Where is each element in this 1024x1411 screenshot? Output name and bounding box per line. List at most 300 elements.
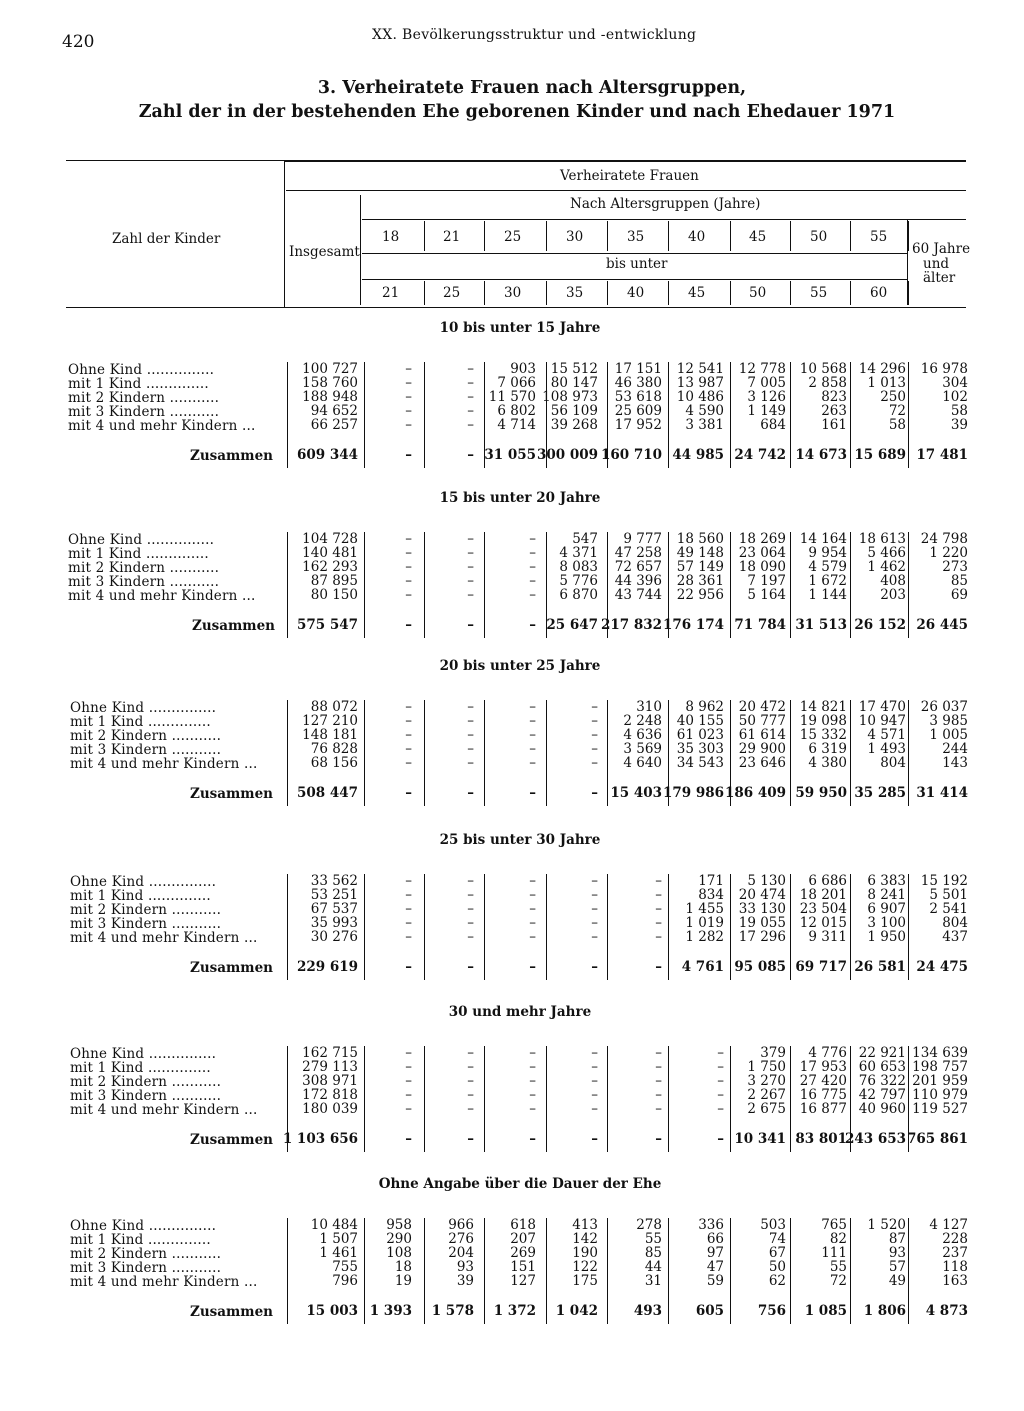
- age-col-divider: [908, 221, 909, 251]
- age-col-divider: [424, 281, 425, 305]
- total-cell: 765 861: [906, 1131, 968, 1147]
- row-label: mit 2 Kindern ...........: [70, 728, 222, 744]
- total-cell: 575 547: [296, 617, 358, 633]
- total-cell: –: [529, 785, 536, 801]
- data-cell: 6 907: [867, 901, 906, 917]
- data-cell: 127 210: [302, 713, 358, 729]
- data-cell: 93: [456, 1259, 474, 1275]
- data-cell: 4 371: [559, 545, 598, 561]
- row-label: mit 1 Kind ..............: [70, 888, 211, 904]
- data-cell: 29 900: [738, 741, 786, 757]
- data-cell: 6 802: [497, 403, 536, 419]
- data-cell: 162 293: [302, 559, 358, 575]
- data-cell: 1 144: [808, 587, 847, 603]
- total-cell: –: [467, 959, 474, 975]
- data-cell: 69: [950, 587, 968, 603]
- data-cell: –: [405, 915, 412, 931]
- data-cell: –: [467, 389, 474, 405]
- data-cell: 49: [888, 1273, 906, 1289]
- data-cell: 4 571: [867, 727, 906, 743]
- section-title: 30 und mehr Jahre: [448, 1004, 592, 1020]
- data-cell: –: [467, 929, 474, 945]
- total-cell: 1 578: [431, 1303, 474, 1319]
- data-cell: 269: [510, 1245, 536, 1261]
- data-cell: –: [405, 531, 412, 547]
- data-cell: –: [405, 887, 412, 903]
- data-cell: –: [405, 699, 412, 715]
- rule-bis: [362, 279, 908, 280]
- data-cell: –: [405, 727, 412, 743]
- last-col-line-3: älter: [923, 270, 956, 286]
- data-cell: –: [591, 713, 598, 729]
- stub-divider: [284, 160, 285, 308]
- data-cell: –: [467, 417, 474, 433]
- data-cell: 4 590: [685, 403, 724, 419]
- data-cell: –: [529, 531, 536, 547]
- row-label: mit 2 Kindern ...........: [70, 902, 222, 918]
- data-cell: 27 420: [799, 1073, 847, 1089]
- data-cell: 1 455: [685, 901, 724, 917]
- data-cell: 82: [829, 1231, 847, 1247]
- total-cell: –: [717, 1131, 724, 1147]
- age-from-cell: 35: [627, 229, 645, 245]
- data-cell: 6 319: [808, 741, 847, 757]
- data-cell: 5 776: [559, 573, 598, 589]
- data-cell: 44 396: [614, 573, 662, 589]
- total-cell: 31 055: [484, 447, 536, 463]
- data-cell: 5 466: [867, 545, 906, 561]
- total-cell: 1 085: [804, 1303, 847, 1319]
- data-cell: 163: [942, 1273, 968, 1289]
- data-cell: 67 537: [310, 901, 358, 917]
- data-cell: –: [529, 1087, 536, 1103]
- data-cell: 66: [706, 1231, 724, 1247]
- data-cell: 5 164: [747, 587, 786, 603]
- data-cell: –: [467, 713, 474, 729]
- data-cell: 4 776: [808, 1045, 847, 1061]
- row-label: mit 2 Kindern ...........: [68, 390, 220, 406]
- row-label: mit 2 Kindern ...........: [70, 1246, 222, 1262]
- data-cell: –: [405, 389, 412, 405]
- data-cell: –: [655, 1059, 662, 1075]
- total-cell: –: [405, 959, 412, 975]
- data-cell: 10 484: [310, 1217, 358, 1233]
- age-from-cell: 45: [749, 229, 767, 245]
- row-label: mit 1 Kind ..............: [68, 546, 209, 562]
- total-cell: –: [591, 785, 598, 801]
- data-cell: 72: [888, 403, 906, 419]
- data-cell: 151: [510, 1259, 536, 1275]
- data-cell: 16 775: [799, 1087, 847, 1103]
- data-cell: 1 750: [747, 1059, 786, 1075]
- data-cell: 190: [572, 1245, 598, 1261]
- data-cell: 8 083: [559, 559, 598, 575]
- data-cell: –: [467, 727, 474, 743]
- data-cell: 3 270: [747, 1073, 786, 1089]
- age-from-cell: 50: [810, 229, 828, 245]
- data-cell: 17 952: [614, 417, 662, 433]
- data-cell: 56 109: [550, 403, 598, 419]
- total-cell: –: [405, 785, 412, 801]
- data-cell: 17 470: [858, 699, 906, 715]
- data-cell: 618: [510, 1217, 536, 1233]
- data-cell: 22 956: [676, 587, 724, 603]
- stub-header: Zahl der Kinder: [112, 231, 221, 247]
- total-divider: [360, 195, 361, 305]
- total-cell: 31 414: [916, 785, 968, 801]
- data-cell: 87 895: [310, 573, 358, 589]
- total-cell: 15 403: [610, 785, 662, 801]
- data-cell: 58: [950, 403, 968, 419]
- age-from-cell: 55: [870, 229, 888, 245]
- age-from-cell: 25: [504, 229, 522, 245]
- data-cell: 6 870: [559, 587, 598, 603]
- data-cell: 61 023: [676, 727, 724, 743]
- row-label: mit 3 Kindern ...........: [70, 916, 222, 932]
- data-cell: 13 987: [676, 375, 724, 391]
- data-cell: 263: [821, 403, 847, 419]
- age-col-divider: [607, 221, 608, 251]
- data-cell: 60 653: [858, 1059, 906, 1075]
- age-from-cell: 18: [382, 229, 400, 245]
- data-cell: –: [591, 873, 598, 889]
- data-cell: 23 064: [738, 545, 786, 561]
- data-cell: 7 197: [747, 573, 786, 589]
- data-cell: –: [591, 887, 598, 903]
- data-cell: –: [405, 1087, 412, 1103]
- data-cell: 40 960: [858, 1101, 906, 1117]
- data-cell: 4 579: [808, 559, 847, 575]
- data-cell: 278: [636, 1217, 662, 1233]
- data-cell: –: [591, 727, 598, 743]
- age-to-cell: 25: [443, 285, 461, 301]
- data-cell: –: [529, 559, 536, 575]
- data-cell: 1 005: [929, 727, 968, 743]
- total-cell: 83 801: [795, 1131, 847, 1147]
- data-cell: 148 181: [302, 727, 358, 743]
- data-cell: 39: [950, 417, 968, 433]
- age-col-divider: [668, 281, 669, 305]
- data-cell: 134 639: [912, 1045, 968, 1061]
- data-cell: 804: [880, 755, 906, 771]
- data-cell: 18 613: [858, 531, 906, 547]
- data-cell: –: [467, 559, 474, 575]
- data-cell: 93: [888, 1245, 906, 1261]
- age-col-divider: [546, 221, 547, 251]
- data-cell: 1 220: [929, 545, 968, 561]
- total-cell: 24 475: [916, 959, 968, 975]
- data-cell: 279 113: [302, 1059, 358, 1075]
- data-cell: 310: [636, 699, 662, 715]
- total-cell: 26 581: [854, 959, 906, 975]
- row-label: mit 3 Kindern ...........: [70, 1260, 222, 1276]
- subgroup-header: Nach Altersgruppen (Jahre): [570, 196, 761, 212]
- data-cell: 3 569: [623, 741, 662, 757]
- data-cell: –: [405, 587, 412, 603]
- total-cell: 15 689: [854, 447, 906, 463]
- row-label: Ohne Kind ...............: [70, 1046, 217, 1062]
- data-cell: –: [655, 901, 662, 917]
- total-cell: 95 085: [734, 959, 786, 975]
- data-cell: –: [405, 929, 412, 945]
- age-col-divider: [790, 221, 791, 251]
- data-cell: 413: [572, 1217, 598, 1233]
- data-cell: 118: [942, 1259, 968, 1275]
- data-cell: 6 686: [808, 873, 847, 889]
- age-col-divider: [424, 221, 425, 251]
- data-cell: 204: [448, 1245, 474, 1261]
- data-cell: 903: [510, 361, 536, 377]
- data-cell: 408: [880, 573, 906, 589]
- data-cell: 15 512: [550, 361, 598, 377]
- total-cell: –: [405, 1131, 412, 1147]
- data-cell: 80 150: [310, 587, 358, 603]
- data-cell: –: [467, 531, 474, 547]
- total-cell: 1 372: [493, 1303, 536, 1319]
- data-cell: 4 380: [808, 755, 847, 771]
- data-cell: 834: [698, 887, 724, 903]
- data-cell: –: [467, 699, 474, 715]
- data-cell: 755: [332, 1259, 358, 1275]
- data-cell: 7 066: [497, 375, 536, 391]
- data-cell: –: [467, 1045, 474, 1061]
- data-cell: 31: [644, 1273, 662, 1289]
- total-cell: –: [405, 447, 412, 463]
- page-number: 420: [62, 32, 95, 52]
- data-cell: 16 877: [799, 1101, 847, 1117]
- data-cell: 3 126: [747, 389, 786, 405]
- age-from-cell: 21: [443, 229, 461, 245]
- data-cell: 102: [942, 389, 968, 405]
- age-to-cell: 55: [810, 285, 828, 301]
- data-cell: 35 993: [310, 915, 358, 931]
- data-cell: 58: [888, 417, 906, 433]
- data-cell: 42 797: [858, 1087, 906, 1103]
- data-cell: –: [405, 361, 412, 377]
- data-cell: 4 714: [497, 417, 536, 433]
- data-cell: 122: [572, 1259, 598, 1275]
- data-cell: 1 149: [747, 403, 786, 419]
- data-cell: 1 672: [808, 573, 847, 589]
- row-label: Ohne Kind ...............: [70, 874, 217, 890]
- total-cell: 15 003: [306, 1303, 358, 1319]
- age-col-divider: [546, 281, 547, 305]
- data-cell: 207: [510, 1231, 536, 1247]
- data-cell: –: [655, 1101, 662, 1117]
- data-cell: 290: [386, 1231, 412, 1247]
- age-to-cell: 35: [566, 285, 584, 301]
- data-cell: –: [467, 1087, 474, 1103]
- data-cell: 61 614: [738, 727, 786, 743]
- data-cell: –: [655, 929, 662, 945]
- data-cell: –: [405, 559, 412, 575]
- data-cell: 20 474: [738, 887, 786, 903]
- row-label: mit 1 Kind ..............: [70, 1060, 211, 1076]
- data-cell: 88 072: [310, 699, 358, 715]
- data-cell: 684: [760, 417, 786, 433]
- data-cell: 4 640: [623, 755, 662, 771]
- data-cell: 80 147: [550, 375, 598, 391]
- data-cell: 172 818: [302, 1087, 358, 1103]
- section-title: 25 bis unter 30 Jahre: [439, 832, 601, 848]
- data-cell: 2 675: [747, 1101, 786, 1117]
- data-cell: 3 100: [867, 915, 906, 931]
- data-cell: 1 282: [685, 929, 724, 945]
- row-label: mit 2 Kindern ...........: [70, 1074, 222, 1090]
- data-cell: 7 005: [747, 375, 786, 391]
- row-label: Ohne Kind ...............: [68, 532, 215, 548]
- total-cell: 26 445: [916, 617, 968, 633]
- age-col-divider: [850, 281, 851, 305]
- data-cell: –: [405, 741, 412, 757]
- age-col-divider: [908, 281, 909, 305]
- data-cell: 40 155: [676, 713, 724, 729]
- data-cell: 143: [942, 755, 968, 771]
- data-cell: 18 269: [738, 531, 786, 547]
- data-cell: 18 201: [799, 887, 847, 903]
- data-cell: 94 652: [310, 403, 358, 419]
- data-cell: 180 039: [302, 1101, 358, 1117]
- data-cell: –: [405, 873, 412, 889]
- total-cell: –: [529, 617, 536, 633]
- total-label: Zusammen: [190, 1304, 273, 1320]
- data-cell: –: [529, 929, 536, 945]
- data-cell: 1 493: [867, 741, 906, 757]
- age-col-divider: [850, 221, 851, 251]
- data-cell: 26 037: [920, 699, 968, 715]
- data-cell: 19: [394, 1273, 412, 1289]
- section-title: 20 bis unter 25 Jahre: [439, 658, 601, 674]
- total-cell: 243 653: [844, 1131, 906, 1147]
- age-to-cell: 40: [627, 285, 645, 301]
- total-cell: –: [467, 617, 474, 633]
- data-cell: 1 013: [867, 375, 906, 391]
- data-cell: –: [655, 887, 662, 903]
- data-cell: 203: [880, 587, 906, 603]
- row-label: mit 2 Kindern ...........: [68, 560, 220, 576]
- data-cell: –: [467, 587, 474, 603]
- data-cell: 47: [706, 1259, 724, 1275]
- data-cell: 119 527: [912, 1101, 968, 1117]
- row-label: mit 4 und mehr Kindern ...: [68, 418, 256, 434]
- data-cell: 34 543: [676, 755, 724, 771]
- data-cell: 55: [644, 1231, 662, 1247]
- data-cell: –: [529, 1101, 536, 1117]
- data-cell: –: [405, 1059, 412, 1075]
- row-label: mit 4 und mehr Kindern ...: [70, 1102, 258, 1118]
- data-cell: –: [529, 873, 536, 889]
- total-cell: –: [591, 959, 598, 975]
- data-cell: –: [529, 1073, 536, 1089]
- row-label: mit 3 Kindern ...........: [70, 742, 222, 758]
- total-cell: 1 806: [863, 1303, 906, 1319]
- total-cell: –: [467, 785, 474, 801]
- data-cell: 14 296: [858, 361, 906, 377]
- data-cell: 823: [821, 389, 847, 405]
- title-line-1: 3. Verheiratete Frauen nach Altersgruppen,: [317, 78, 747, 98]
- data-cell: 201 959: [912, 1073, 968, 1089]
- data-cell: 68 156: [310, 755, 358, 771]
- section-title: 10 bis unter 15 Jahre: [439, 320, 601, 336]
- data-cell: 158 760: [302, 375, 358, 391]
- running-head: XX. Bevölkerungsstruktur und -entwicklung: [372, 27, 697, 43]
- data-cell: 76 828: [310, 741, 358, 757]
- section-title: Ohne Angabe über die Dauer der Ehe: [378, 1176, 662, 1192]
- data-cell: 59: [706, 1273, 724, 1289]
- data-cell: 23 646: [738, 755, 786, 771]
- total-cell: 1 393: [369, 1303, 412, 1319]
- rule-top-right: [284, 160, 966, 162]
- data-cell: 140 481: [302, 545, 358, 561]
- data-cell: –: [467, 901, 474, 917]
- data-cell: 50: [768, 1259, 786, 1275]
- data-cell: –: [467, 361, 474, 377]
- data-cell: –: [405, 417, 412, 433]
- total-cell: 1 103 656: [282, 1131, 358, 1147]
- data-cell: 276: [448, 1231, 474, 1247]
- data-cell: 237: [942, 1245, 968, 1261]
- data-cell: 49 148: [676, 545, 724, 561]
- data-cell: –: [591, 901, 598, 917]
- age-to-cell: 60: [870, 285, 888, 301]
- data-cell: 10 486: [676, 389, 724, 405]
- total-cell: 605: [695, 1303, 724, 1319]
- data-cell: 57: [888, 1259, 906, 1275]
- total-cell: –: [529, 959, 536, 975]
- data-cell: 12 015: [799, 915, 847, 931]
- data-cell: 44: [644, 1259, 662, 1275]
- data-cell: 379: [760, 1045, 786, 1061]
- age-col-divider: [607, 281, 608, 305]
- data-cell: 2 858: [808, 375, 847, 391]
- data-cell: 19 055: [738, 915, 786, 931]
- data-cell: –: [529, 545, 536, 561]
- row-label: Ohne Kind ...............: [70, 700, 217, 716]
- data-cell: 67: [768, 1245, 786, 1261]
- total-cell: 229 619: [296, 959, 358, 975]
- data-cell: –: [467, 873, 474, 889]
- total-cell: –: [655, 1131, 662, 1147]
- data-cell: 9 777: [623, 531, 662, 547]
- data-cell: 547: [572, 531, 598, 547]
- data-cell: 9 954: [808, 545, 847, 561]
- data-cell: 958: [386, 1217, 412, 1233]
- total-cell: 14 673: [795, 447, 847, 463]
- row-label: mit 3 Kindern ...........: [68, 404, 220, 420]
- total-cell: 4 761: [681, 959, 724, 975]
- total-cell: –: [405, 617, 412, 633]
- data-cell: 55: [829, 1259, 847, 1275]
- data-cell: 111: [821, 1245, 847, 1261]
- data-cell: 57 149: [676, 559, 724, 575]
- data-cell: 23 504: [799, 901, 847, 917]
- data-cell: –: [591, 1073, 598, 1089]
- data-cell: 76 322: [858, 1073, 906, 1089]
- data-cell: –: [405, 375, 412, 391]
- row-label: Ohne Kind ...............: [70, 1218, 217, 1234]
- data-cell: 12 778: [738, 361, 786, 377]
- data-cell: 14 821: [799, 699, 847, 715]
- data-cell: 87: [888, 1231, 906, 1247]
- data-cell: –: [467, 375, 474, 391]
- data-cell: 3 985: [929, 713, 968, 729]
- total-label: Zusammen: [190, 448, 273, 464]
- data-cell: 175: [572, 1273, 598, 1289]
- total-cell: –: [467, 447, 474, 463]
- data-cell: –: [405, 713, 412, 729]
- row-label: Ohne Kind ...............: [68, 362, 215, 378]
- data-cell: 14 164: [799, 531, 847, 547]
